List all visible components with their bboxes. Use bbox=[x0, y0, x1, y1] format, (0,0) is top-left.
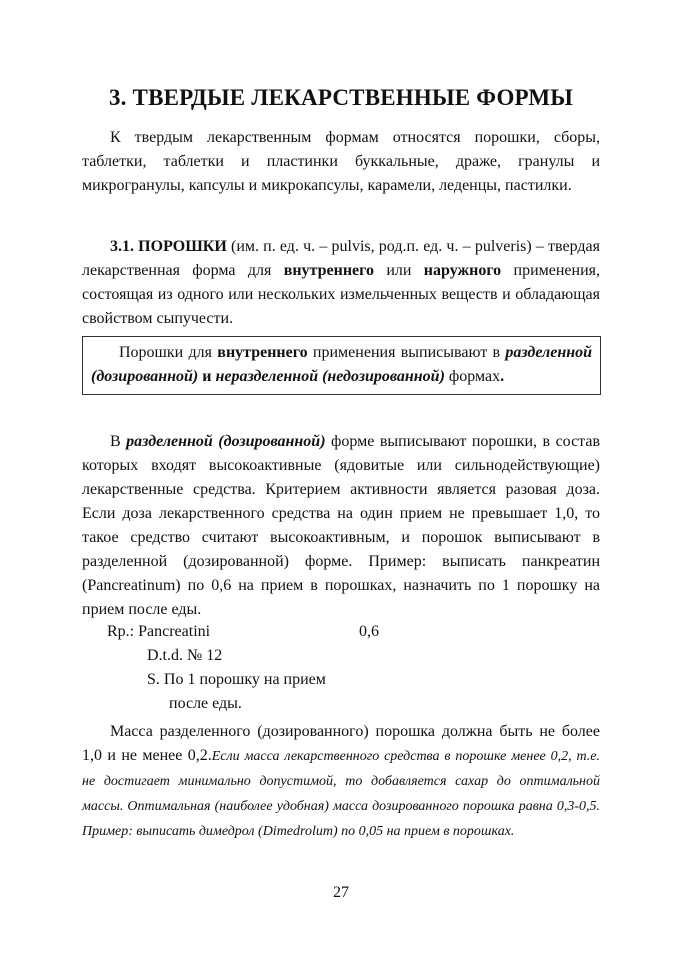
divided-bold-italic-1: разделенной (дозированной) bbox=[126, 433, 326, 450]
prescription-line-4: после еды. bbox=[169, 695, 242, 712]
powders-definition-paragraph bbox=[82, 235, 600, 331]
definition-text-2: или bbox=[374, 262, 424, 279]
note-text-1: Порошки для bbox=[119, 344, 218, 361]
definition-text-1: (им. п. ед. ч. – pulvis, род.п. ед. ч. – pulveris) – твердая лекарственная форма для bbox=[82, 238, 600, 279]
note-text-5: формах bbox=[444, 368, 501, 385]
section-heading: 3.1. ПОРОШКИ bbox=[110, 238, 227, 255]
definition-bold-2: наружного bbox=[423, 262, 502, 279]
page-title: 3. ТВЕРДЫЕ ЛЕКАРСТВЕННЫЕ ФОРМЫ bbox=[108, 85, 574, 110]
prescription-line-1: Rp.: Pancreatini bbox=[107, 623, 211, 640]
mass-paragraph bbox=[82, 720, 600, 844]
page-number: 27 bbox=[333, 884, 349, 901]
note-bold-3: . bbox=[500, 368, 505, 385]
note-bold-italic-1: разделенной (дозированной) bbox=[91, 344, 592, 385]
note-bold-italic-2: неразделенной (недозированной) bbox=[215, 368, 445, 385]
note-text-2: применения выписывают в bbox=[307, 344, 506, 361]
note-bold-2: и bbox=[202, 368, 212, 385]
intro-paragraph: К твердым лекарственным формам относятся порошки, сборы, таблетки, таблетки и пластинки буккальные, драже, гранулы и микрогранулы, капсулы и микрокапсулы, карамели, леденцы, пастилки. bbox=[82, 129, 600, 194]
prescription-line-3: S. По 1 порошку на прием bbox=[147, 671, 326, 688]
divided-text-1: В bbox=[110, 433, 127, 450]
note-bold-1: внутреннего bbox=[217, 344, 308, 361]
definition-text-3: применения, состоящая из одного или нескольких измельченных веществ и обладающая свойством сыпучести. bbox=[82, 262, 601, 327]
prescription-block bbox=[107, 620, 527, 716]
divided-text-2: форме выписывают порошки, в состав которых входят высокоактивные (ядовитые или сильнодействующие) лекарственные средства. Критерием активности является разовая доза. Если доза лекарственного средства на один прием не превышает 1,0, то такое средство считают высокоактивным, и порошок выписывают в разделенной (дозированной) форме. Пример: выписать панкреатин (Pancreatinum) по 0,6 на прием в порошках, назначить по 1 порошку на прием после еды. bbox=[82, 433, 601, 618]
prescription-line bbox=[107, 620, 527, 644]
document-page bbox=[82, 0, 600, 960]
prescription-line-2: D.t.d. № 12 bbox=[147, 647, 223, 664]
divided-form-paragraph bbox=[82, 430, 600, 622]
mass-italic-note: Если масса лекарственного средства в порошке менее 0,2, т.е. не достигает минимально допустимой, то добавляется сахар до оптимальной массы. Оптимальная (наиболее удобная) масса дозированного порошка равна 0,3-0,5. Пример: выписать димедрол (Dimedrolum) по 0,05 на прием в порошках. bbox=[82, 749, 601, 839]
prescription-quantity: 0,6 bbox=[359, 623, 379, 640]
definition-bold-1: внутреннего bbox=[283, 262, 375, 279]
mass-text-1: Масса разделенного (дозированного) порошка должна быть не более 1,0 и не менее 0,2. bbox=[82, 723, 600, 764]
highlighted-note-box bbox=[82, 336, 601, 395]
